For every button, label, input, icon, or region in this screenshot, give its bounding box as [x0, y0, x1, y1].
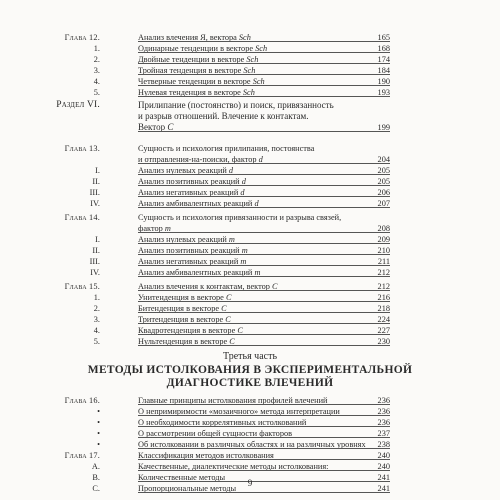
toc-section-row: [0, 100, 500, 111]
entry-title: Анализ позитивных реакций m: [138, 246, 248, 255]
entry-title: Битенденция в векторе C: [138, 304, 227, 313]
part-heading-line2: ДИАГНОСТИКЕ ВЛЕЧЕНИЙ: [166, 377, 334, 389]
entry-page: 241: [377, 473, 390, 482]
entry-page: 230: [377, 337, 390, 346]
entry-page: 193: [377, 88, 390, 97]
leader-line: [138, 63, 390, 64]
entry-label: III.: [89, 257, 100, 266]
entry-label: Глава 14.: [64, 213, 100, 222]
entry-page: 184: [377, 66, 390, 75]
toc-entry-row: [0, 32, 500, 43]
entry-page: 236: [377, 418, 390, 427]
leader-line: [138, 41, 390, 42]
entry-label: 3.: [93, 66, 100, 75]
entry-title: О необходимости коррелятивных истолкований: [138, 418, 307, 427]
entry-title: Анализ амбивалентных реакций d: [138, 199, 259, 208]
entry-title: Об истолковании в различных областях и на различных уровнях: [138, 440, 366, 449]
entry-title: Анализ влечения к контактам, вектор C: [138, 282, 278, 291]
leader-line: [138, 232, 390, 233]
toc-entry-row: [0, 245, 500, 256]
entry-label: II.: [92, 177, 100, 186]
entry-page: 204: [377, 155, 390, 164]
entry-page: 236: [377, 407, 390, 416]
entry-title: Сущность и психология привязанности и разрыва связей,: [138, 213, 342, 222]
toc-entry-row: [0, 198, 500, 209]
leader-line: [138, 459, 390, 460]
entry-page: 216: [377, 293, 390, 302]
toc-section-row: [0, 111, 500, 122]
leader-line: [138, 85, 390, 86]
entry-title: Количественные методы: [138, 473, 226, 482]
entry-page: 205: [377, 177, 390, 186]
leader-line: [138, 290, 390, 291]
toc-entry-row: [0, 256, 500, 267]
bullet-marker: •: [97, 429, 100, 438]
entry-label: 5.: [93, 337, 100, 346]
leader-line: [138, 174, 390, 175]
entry-page: 210: [377, 246, 390, 255]
entry-page: 241: [377, 484, 390, 493]
toc-entry-row: [0, 450, 500, 461]
entry-title: Анализ амбивалентных реакций m: [138, 268, 261, 277]
leader-line: [138, 448, 390, 449]
entry-label: 2.: [93, 304, 100, 313]
toc-entry-row: [0, 417, 500, 428]
entry-label: 1.: [93, 293, 100, 302]
entry-label: Глава 15.: [64, 282, 100, 291]
entry-page: 227: [377, 326, 390, 335]
leader-line: [138, 345, 390, 346]
toc-entry-row: [0, 212, 500, 223]
entry-page: 240: [377, 451, 390, 460]
entry-title: Двойные тенденции в векторе Sch: [138, 55, 259, 64]
toc-entry-row: [0, 461, 500, 472]
bullet-marker: •: [97, 418, 100, 427]
leader-line: [138, 415, 390, 416]
part-title: Третья часть: [222, 351, 278, 362]
entry-label: 4.: [93, 326, 100, 335]
toc-entry-row: [0, 165, 500, 176]
leader-line: [138, 207, 390, 208]
section-title-line1: Прилипание (постоянство) и поиск, привязанность: [138, 100, 334, 110]
entry-page: 208: [377, 224, 390, 233]
entry-title: Квадротенденция в векторе C: [138, 326, 243, 335]
leader-line: [138, 243, 390, 244]
entry-label: B.: [92, 473, 100, 482]
toc-entry-row: [0, 439, 500, 450]
entry-page: 237: [377, 429, 390, 438]
toc-entry-row: [0, 176, 500, 187]
toc-entry-row: [0, 395, 500, 406]
toc-entry-row: [0, 143, 500, 154]
toc-entry-row: [0, 223, 500, 234]
entry-label: C.: [92, 484, 100, 493]
leader-line: [138, 334, 390, 335]
toc-entry-row: [0, 65, 500, 76]
bullet-marker: •: [97, 407, 100, 416]
entry-title: Унитенденция в векторе C: [138, 293, 232, 302]
entry-title: Анализ влечения Я, вектора Sch: [138, 33, 251, 42]
leader-line: [138, 312, 390, 313]
entry-page: 224: [377, 315, 390, 324]
entry-title: Нультенденция в векторе C: [138, 337, 235, 346]
entry-page: 168: [377, 44, 390, 53]
leader-line: [138, 185, 390, 186]
entry-label: IV.: [90, 268, 100, 277]
entry-label: 4.: [93, 77, 100, 86]
leader-line: [138, 131, 390, 132]
entry-label: I.: [95, 235, 100, 244]
entry-label: II.: [92, 246, 100, 255]
bullet-marker: •: [97, 440, 100, 449]
leader-line: [138, 254, 390, 255]
entry-label: I.: [95, 166, 100, 175]
toc-entry-row: [0, 325, 500, 336]
entry-label: A.: [91, 462, 100, 471]
entry-title: Классификация методов истолкования: [138, 451, 274, 460]
entry-title: Тритенденция в векторе C: [138, 315, 231, 324]
entry-title: О непримиримости «мозаичного» метода интерпретации: [138, 407, 340, 416]
entry-page: 165: [377, 33, 390, 42]
entry-title: Анализ позитивных реакций d: [138, 177, 246, 186]
entry-label: 1.: [93, 44, 100, 53]
toc-entry-row: [0, 187, 500, 198]
leader-line: [138, 470, 390, 471]
entry-title: Главные принципы истолкования профилей влечений: [138, 396, 328, 405]
entry-title: Анализ негативных реакций m: [138, 257, 247, 266]
part-heading-line1: МЕТОДЫ ИСТОЛКОВАНИЯ В ЭКСПЕРИМЕНТАЛЬНОЙ: [87, 364, 413, 376]
toc-entry-row: [0, 54, 500, 65]
entry-page: 212: [377, 282, 390, 291]
leader-line: [138, 323, 390, 324]
entry-label: Глава 17.: [64, 451, 100, 460]
toc-entry-row: [0, 87, 500, 98]
entry-label: 3.: [93, 315, 100, 324]
entry-title: Одинарные тенденции в векторе Sch: [138, 44, 268, 53]
entry-page: 211: [377, 257, 390, 266]
toc-entry-row: [0, 292, 500, 303]
toc-entry-row: [0, 267, 500, 278]
leader-line: [138, 437, 390, 438]
entry-page: 174: [377, 55, 390, 64]
section-page: 199: [377, 123, 390, 132]
toc-entry-row: [0, 303, 500, 314]
entry-page: 209: [377, 235, 390, 244]
entry-label: Глава 16.: [64, 396, 100, 405]
toc-section-row: [0, 122, 500, 133]
section-title-line3: Вектор C: [138, 122, 174, 132]
toc-entry-row: [0, 154, 500, 165]
entry-title: Качественные, диалектические методы истолкования:: [138, 462, 329, 471]
entry-title: Анализ нулевых реакций m: [138, 235, 235, 244]
toc-entry-row: [0, 281, 500, 292]
leader-line: [138, 265, 390, 266]
leader-line: [138, 404, 390, 405]
toc-entry-row: [0, 314, 500, 325]
entry-page: 212: [377, 268, 390, 277]
page-number: 9: [247, 478, 253, 488]
entry-label: 2.: [93, 55, 100, 64]
entry-title: О рассмотрении общей сущности факторов: [138, 429, 293, 438]
entry-page: 218: [377, 304, 390, 313]
entry-label: IV.: [90, 199, 100, 208]
toc-entry-row: [0, 76, 500, 87]
section-title-line2: и разрыв отношений. Влечение к контактам.: [138, 111, 309, 121]
entry-title: Нулевая тенденция в векторе Sch: [138, 88, 255, 97]
leader-line: [138, 196, 390, 197]
leader-line: [138, 52, 390, 53]
leader-line: [138, 74, 390, 75]
entry-label: 5.: [93, 88, 100, 97]
entry-page: 207: [377, 199, 390, 208]
entry-page: 206: [377, 188, 390, 197]
entry-title: Тройная тенденция в векторе Sch: [138, 66, 256, 75]
section-label: Раздел VI.: [56, 100, 100, 110]
leader-line: [138, 96, 390, 97]
toc-entry-row: [0, 234, 500, 245]
entry-label: Глава 12.: [64, 33, 100, 42]
entry-title: Четверные тенденции в векторе Sch: [138, 77, 265, 86]
leader-line: [138, 492, 390, 493]
entry-title: Сущность и психология прилипания, постоянства: [138, 144, 315, 153]
entry-page: 190: [377, 77, 390, 86]
toc-entry-row: [0, 336, 500, 347]
leader-line: [138, 163, 390, 164]
entry-page: 236: [377, 396, 390, 405]
entry-title: Пропорциональные методы: [138, 484, 237, 493]
toc-entry-row: [0, 43, 500, 54]
toc-entry-row: [0, 428, 500, 439]
entry-title: Анализ нулевых реакций d: [138, 166, 234, 175]
entry-label: Глава 13.: [64, 144, 100, 153]
leader-line: [138, 276, 390, 277]
entry-page: 205: [377, 166, 390, 175]
entry-label: III.: [89, 188, 100, 197]
leader-line: [138, 301, 390, 302]
toc-entry-row: [0, 406, 500, 417]
leader-line: [138, 426, 390, 427]
entry-page: 238: [377, 440, 390, 449]
entry-page: 240: [377, 462, 390, 471]
entry-title: и отправления-на-поиски, фактор d: [138, 155, 263, 164]
entry-title: Анализ негативных реакций d: [138, 188, 245, 197]
entry-title: фактор m: [138, 224, 171, 233]
